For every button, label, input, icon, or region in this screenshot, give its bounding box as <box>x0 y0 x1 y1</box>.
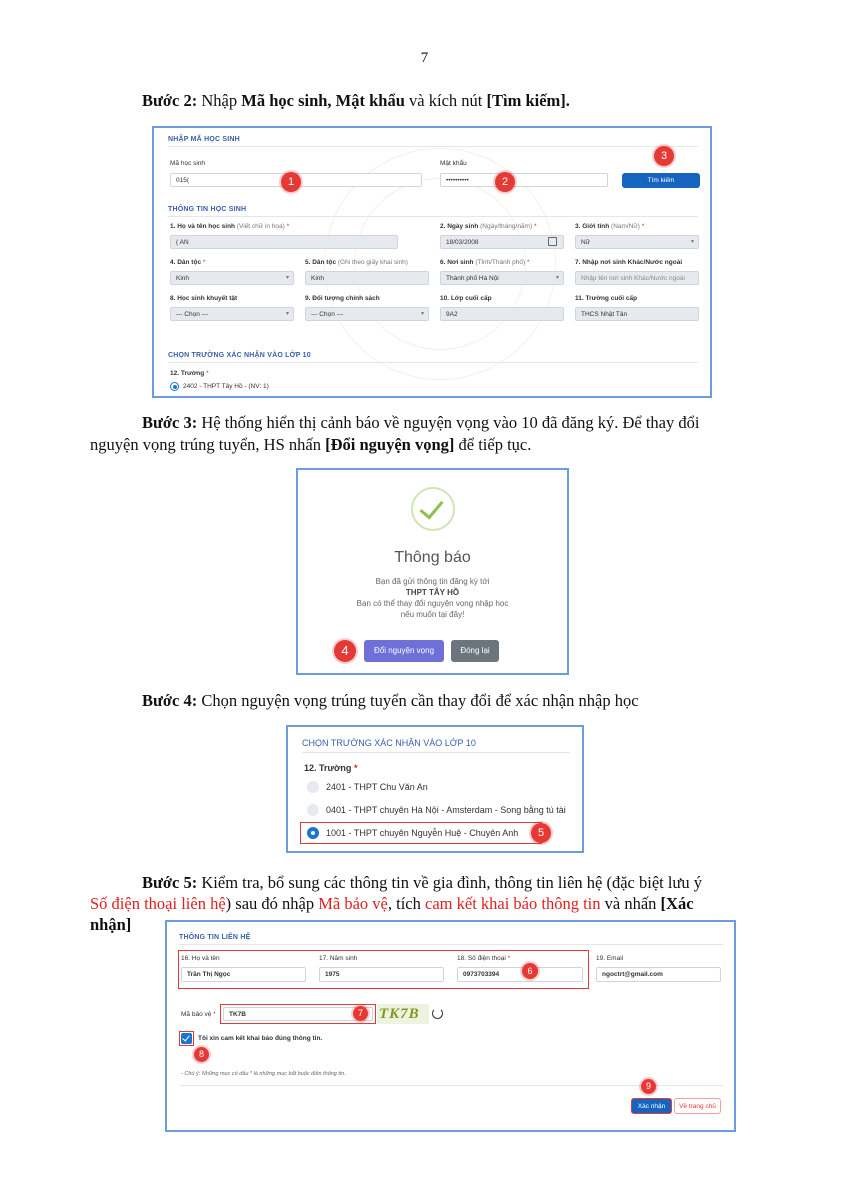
full-name-input[interactable]: ( AN <box>170 235 398 249</box>
step2-text <box>142 90 570 112</box>
student-code-input[interactable]: 015( <box>170 173 422 187</box>
section-choose-school: CHỌN TRƯỜNG XÁC NHẬN VÀO LỚP 10 <box>168 352 311 359</box>
divider <box>302 752 570 753</box>
badge-4: 4 <box>334 640 356 662</box>
other-birthplace-label <box>575 259 682 266</box>
disability-label-text: 8. Học sinh khuyết tật <box>170 295 238 302</box>
badge-9: 9 <box>641 1079 656 1094</box>
dialog-school: THPT TÂY HỒ <box>405 588 460 597</box>
option-radio-1[interactable] <box>307 781 319 793</box>
badge-1: 1 <box>281 172 301 192</box>
calendar-icon[interactable] <box>548 237 557 246</box>
badge-5: 5 <box>531 823 551 843</box>
screenshot-choose-school <box>286 725 584 853</box>
option-radio-2[interactable] <box>307 804 319 816</box>
badge-7: 7 <box>353 1006 368 1021</box>
policy-select[interactable]: --- Chọn --- ▾ <box>305 307 429 321</box>
option-label-3: 1001 - THPT chuyên Nguyễn Huệ - Chuyên Anh <box>326 828 519 838</box>
required-mark: * <box>202 259 206 266</box>
step2-t1: Nhập <box>197 91 242 110</box>
birthplace-label <box>440 259 530 266</box>
dob-hint: (Ngày/tháng/năm) <box>478 223 534 230</box>
step5-line3 <box>90 914 131 936</box>
required-mark: * <box>533 223 537 230</box>
page-number: 7 <box>420 50 429 66</box>
step5-r1: Số điện thoại liên hệ <box>90 894 226 913</box>
option-label-2: 0401 - THPT chuyên Hà Nội - Amsterdam - Song bằng tú tài <box>326 805 566 815</box>
divider <box>179 944 723 945</box>
required-mark: * <box>206 370 209 377</box>
step2-t2: và kích nút <box>404 91 487 110</box>
birth-year-label: 17. Năm sinh <box>319 955 358 962</box>
parent-name-input[interactable]: Trần Thị Ngọc <box>181 967 306 982</box>
dialog-line2: Bạn có thể thay đổi nguyện vọng nhập học <box>356 599 509 608</box>
divider <box>168 146 698 147</box>
email-input[interactable]: ngoctrt@gmail.com <box>596 967 721 982</box>
step5-label: Bước 5: <box>142 873 198 892</box>
required-mark: * <box>286 223 290 230</box>
captcha-image: TK7B <box>377 1004 429 1024</box>
step5-line2 <box>90 893 694 915</box>
full-name-label <box>170 223 289 230</box>
section-student-info: THÔNG TIN HỌC SINH <box>168 206 247 213</box>
password-label: Mật khẩu <box>440 160 467 167</box>
dob-label-text: 2. Ngày sinh <box>440 223 479 230</box>
screenshot-notice-dialog <box>296 468 569 675</box>
close-button[interactable]: Đóng lại <box>451 640 499 662</box>
commit-checkbox[interactable] <box>181 1033 192 1044</box>
school-radio-dot <box>173 385 177 389</box>
dob-label <box>440 223 536 230</box>
school-field-label <box>170 370 209 377</box>
divider <box>168 362 698 363</box>
step5-t2: ) sau đó nhập <box>225 894 319 913</box>
step5-r3: cam kết khai báo thông tin <box>425 894 601 913</box>
phone-label-text: 18. Số điện thoại <box>457 955 508 962</box>
commit-label: Tôi xin cam kết khai báo đúng thông tin. <box>198 1035 323 1042</box>
step3-b1: [Đổi nguyện vọng] <box>325 435 455 454</box>
email-label: 19. Email <box>596 955 624 962</box>
final-school-label <box>575 295 637 302</box>
captcha-input[interactable]: TK7B <box>223 1007 373 1021</box>
check-mark <box>419 494 443 519</box>
other-birthplace-label-text: 7. Nhập nơi sinh Khác/Nước ngoài <box>575 259 683 266</box>
option-radio-3-dot <box>311 831 315 835</box>
step5-b2: nhận] <box>90 915 132 934</box>
birthplace-select[interactable]: Thành phố Hà Nội ▾ <box>440 271 564 285</box>
dialog-line1: Bạn đã gửi thông tin đăng ký tới <box>375 577 490 586</box>
checkbox-check-icon <box>182 1034 190 1042</box>
gender-hint: (Nam/Nữ) <box>609 223 642 230</box>
required-note: - Chú ý: Những mục có dấu * là những mục bắt buộc điền thông tin. <box>181 1071 346 1077</box>
school-field-label <box>304 763 357 773</box>
dob-input[interactable]: 18/03/2008 <box>440 235 564 249</box>
step3-t1: Hệ thống hiển thị cảnh báo về nguyện vọng vào 10 đã đăng ký. Để thay đổi <box>197 413 700 432</box>
step3-line2 <box>90 434 531 456</box>
school-option-label: 2402 - THPT Tây Hồ - (NV: 1) <box>183 383 269 390</box>
final-class-input[interactable]: 9A2 <box>440 307 564 321</box>
badge-8: 8 <box>194 1047 209 1062</box>
gender-label-text: 3. Giới tính <box>575 223 610 230</box>
screenshot-student-search <box>152 126 712 398</box>
disability-label <box>170 295 237 302</box>
option-radio-3[interactable] <box>307 827 319 839</box>
parent-name-label: 16. Họ và tên <box>181 955 220 962</box>
required-mark: * <box>213 1011 216 1018</box>
step3-t3: để tiếp tục. <box>454 435 532 454</box>
ethnicity-birth-label <box>305 259 408 266</box>
step5-line1 <box>142 872 702 894</box>
final-school-label-text: 11. Trường cuối cấp <box>575 295 638 302</box>
contact-heading: THÔNG TIN LIÊN HỆ <box>179 934 251 941</box>
required-mark: * <box>527 259 530 266</box>
captcha-label <box>181 1011 216 1018</box>
school-field-label-text: 12. Trường <box>170 370 207 377</box>
required-mark: * <box>641 223 645 230</box>
school-field-text: 12. Trường <box>304 763 354 773</box>
step5-t4: và nhấn <box>600 894 661 913</box>
badge-2: 2 <box>495 172 515 192</box>
refresh-icon[interactable] <box>432 1008 443 1019</box>
full-name-hint: (Viết chữ in hoa) <box>235 223 287 230</box>
school-radio[interactable] <box>170 382 179 391</box>
required-mark: * <box>353 763 358 773</box>
section-enter-code: NHẬP MÃ HỌC SINH <box>168 136 240 143</box>
success-check-icon <box>411 487 455 531</box>
badge-6: 6 <box>522 963 538 979</box>
step2-b1: Mã học sinh, Mật khẩu <box>241 91 405 110</box>
badge-3: 3 <box>654 146 674 166</box>
required-mark: * <box>507 955 511 962</box>
choose-school-heading: CHỌN TRƯỜNG XÁC NHẬN VÀO LỚP 10 <box>302 738 476 748</box>
screenshot-contact-info <box>165 920 736 1132</box>
step4-t1: Chọn nguyện vọng trúng tuyển cần thay đổi để xác nhận nhập học <box>197 691 639 710</box>
dialog-title: Thông báo <box>394 549 471 566</box>
step2-b2: [Tìm kiếm]. <box>486 91 570 110</box>
birthplace-hint: (Tỉnh/Thành phố) <box>473 259 527 266</box>
step4-text <box>142 690 639 712</box>
final-class-label <box>440 295 492 302</box>
step3-line1 <box>142 412 699 434</box>
step5-r2: Mã bảo vệ <box>318 894 388 913</box>
confirm-button[interactable]: Xác nhận <box>631 1098 672 1114</box>
option-label-1: 2401 - THPT Chu Văn An <box>326 782 428 792</box>
home-button[interactable]: Về trang chủ <box>674 1098 721 1114</box>
birth-year-input[interactable]: 1975 <box>319 967 444 982</box>
policy-label-text: 9. Đối tượng chính sách <box>305 295 380 302</box>
ethnicity-birth-label-text: 5. Dân tộc <box>305 259 337 266</box>
ethnicity-birth-input[interactable]: Kinh <box>305 271 429 285</box>
step5-b1: [Xác <box>660 894 694 913</box>
ethnicity-birth-hint: (Ghi theo giấy khai sinh) <box>336 259 408 266</box>
final-class-label-text: 10. Lớp cuối cấp <box>440 295 492 302</box>
step2-label: Bước 2: <box>142 91 198 110</box>
password-input[interactable]: •••••••••• <box>440 173 608 187</box>
dialog-line3: nếu muốn tại đây! <box>400 610 465 619</box>
step3-label: Bước 3: <box>142 413 198 432</box>
policy-label <box>305 295 380 302</box>
gender-label <box>575 223 644 230</box>
step4-label: Bước 4: <box>142 691 198 710</box>
phone-input[interactable]: 0973703394 <box>457 967 583 982</box>
other-birthplace-input[interactable]: Nhập tên nơi sinh Khác/Nước ngoài <box>575 271 699 285</box>
disability-select[interactable]: --- Chọn --- ▾ <box>170 307 294 321</box>
ethnicity-select[interactable]: Kinh ▾ <box>170 271 294 285</box>
final-school-input[interactable]: THCS Nhật Tân <box>575 307 699 321</box>
captcha-label-text: Mã bảo vệ <box>181 1011 214 1018</box>
ethnicity-label-text: 4. Dân tộc <box>170 259 203 266</box>
step5-t3: , tích <box>387 894 426 913</box>
birthplace-label-text: 6. Nơi sinh <box>440 259 474 266</box>
search-button[interactable]: Tìm kiếm <box>622 173 700 188</box>
change-wish-button[interactable]: Đổi nguyện vọng <box>364 640 444 662</box>
gender-select[interactable]: Nữ ▾ <box>575 235 699 249</box>
phone-label <box>457 955 510 962</box>
step5-t1: Kiểm tra, bổ sung các thông tin về gia đình, thông tin liên hệ (đặc biệt lưu ý <box>197 873 702 892</box>
full-name-label-text: 1. Họ và tên học sinh <box>170 223 236 230</box>
divider <box>168 216 698 217</box>
step3-t2: nguyện vọng trúng tuyển, HS nhấn <box>90 435 326 454</box>
student-code-label: Mã học sinh <box>170 160 206 167</box>
ethnicity-label <box>170 259 205 266</box>
